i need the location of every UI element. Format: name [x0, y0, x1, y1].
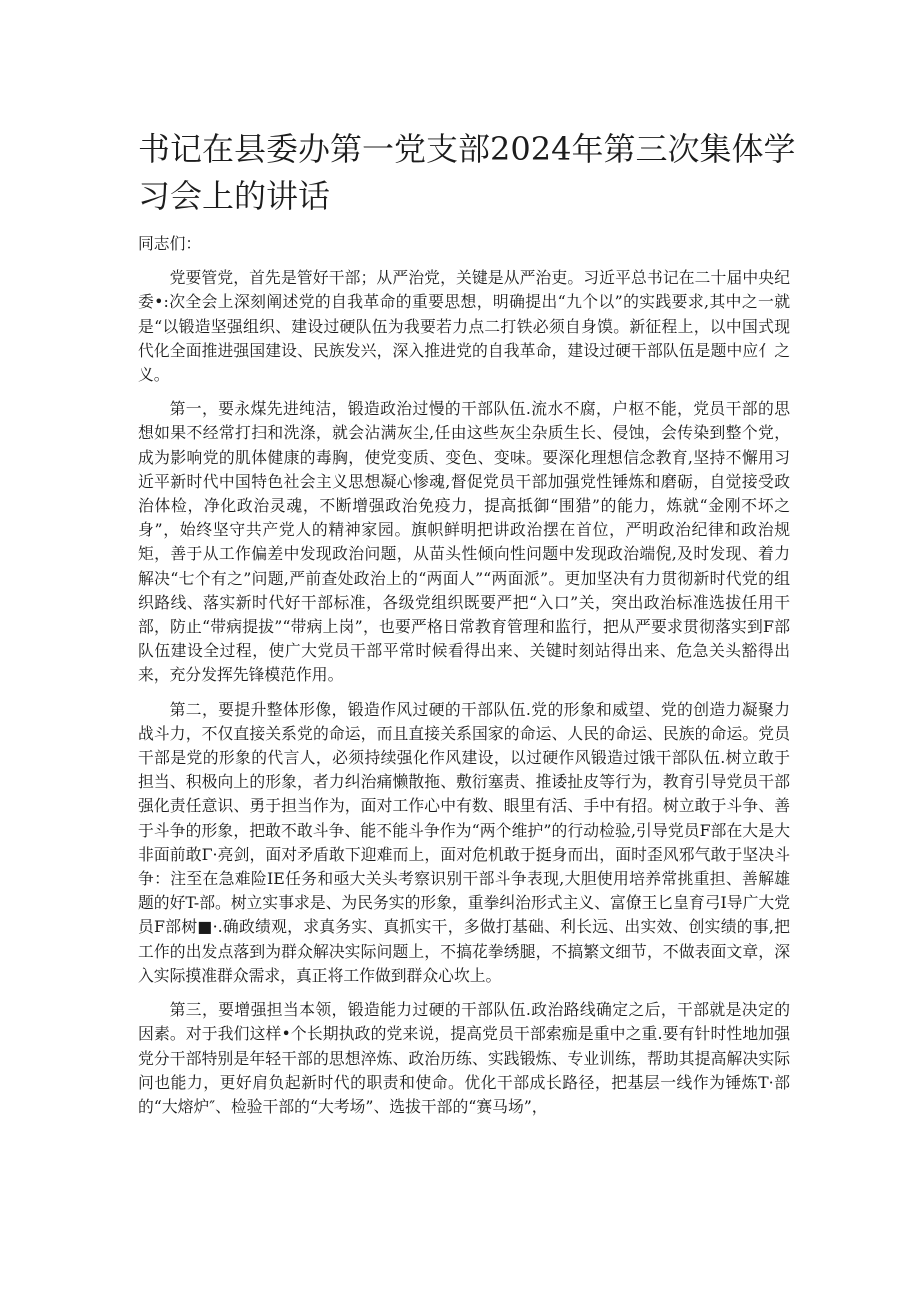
- paragraph-second: 第二，要提升整体形像，锻造作风过硬的干部队伍.党的形象和威望、党的创造力凝聚力战斗力，不仅直接关系党的命运，而且直接关系国家的命运、人民的命运、民族的命运。党员干部是党的形象的代言人，必须持续强化作风建设，以过硬作风锻造过饿干部队伍.树立敢于担当、积极向上的形象，者力纠治痛懒散拖、敷衍塞责、推诿扯皮等行为，教育引导党员干部强化责任意识、勇于担当作为，面对工作心中有数、眼里有活、手中有招。树立敢于斗争、善于斗争的形象，把敢不敢斗争、能不能斗争作为“两个维护”的行动检验,引导党员F部在大是大非面前敢Γ·亮剑，面对矛盾敢下迎难而上，面对危机敢于挺身而出，面时歪风邪气敢于坚决斗争：注至在急难险IE任务和亟大关头考察识别干部斗争表现,大胆使用培养常挑重担、善解雄题的好T-部。树立实事求是、为民务实的形象，重拳纠治形式主义、富僚王匕皇育弓I导广大党员F部树■·.确政绩观，求真务实、真抓实干，多做打基础、利长远、出实效、创实绩的事,把工作的出发点落到为群众解决实际问题上，不搞花拳绣腿，不搞繁文细节，不做表面文章，深入实际摸准群众需求，真正将工作做到群众心坎上。: [138, 699, 790, 985]
- paragraph-third: 第三，要增强担当本领，锻造能力过硬的干部队伍.政治路线确定之后，干部就是决定的因素。对于我们这样•个长期执政的党来说，提高党员干部索痂是重中之重.要有针时性地加强党分干部特别是年轻干部的思想淬炼、政治历练、实践锻炼、专业训练，帮助其提高解决实际问也能力，更好肩负起新时代的职责和使命。优化干部成长路径，把基层一线作为锤炼T·部的“大熔炉″、检验干部的“大考场”、选拔干部的“赛马场”，: [138, 1000, 790, 1116]
- salutation: 同志们：: [138, 234, 202, 253]
- paragraph-intro: 党要管党，首先是管好干部；从严治党，关键是从严治吏。习近平总书记在二十届中央纪委•:次全会上深刻阐述党的自我革命的重要思想，明确提出“九个以”的实践要求,其中之一就是“以锻造坚强组织、建设过硬队伍为我要若力点二打铁必须自身馍。新征程上，以中国式现代化全面推进强国建设、民族发兴，深入推进党的自我革命，建设过硬干部队伍是题中应亻之义。: [138, 268, 790, 385]
- document-title: 书记在县委办第一党支部2024年第三次集体学习会上的讲话: [138, 130, 796, 215]
- document-body: [138, 232, 790, 1129]
- paragraph-first: 第一，要永煤先进纯洁，锻造政治过慢的干部队伍.流水不腐，户枢不能，党员干部的思想如果不经常打扫和洗涤，就会沾满灰尘,任由这些灰尘杂质生长、侵蚀，会传染到整个党，成为影响党的肌体健康的毒胸，使党变质、变色、变味。要深化理想信念教育,坚持不懈用习近平新时代中国特色社会主义思想凝心惨魂,督促党员干部加强党性锤炼和磨砺，自觉接受政治体检，净化政治灵魂，不断增强政治免疫力，提高抵御“围猎”的能力，炼就“金刚不坏之身”，始终坚守共产党人的精神家园。旗帜鲜明把讲政治摆在首位，严明政治纪律和政治规矩，善于从工作偏差中发现政治问题，从苗头性倾向性问题中发现政治端倪,及时发现、着力解决“七个有之”问题,严前查处政治上的“两面人”“两面派”。更加坚决有力贯彻新时代党的组织路线、落实新时代好干部标准，各级党组织既要严把“入口”关，突出政治标准选拔任用干部，防止“带病提拔”“带病上岗”，也要严格日常教育管理和监行，把从严要求贯彻落实到F部队伍建设全过程，使广大党员干部平常时候看得出来、关键时刻站得出来、危急关头豁得出来，充分发挥先锋模范作用。: [138, 399, 790, 685]
